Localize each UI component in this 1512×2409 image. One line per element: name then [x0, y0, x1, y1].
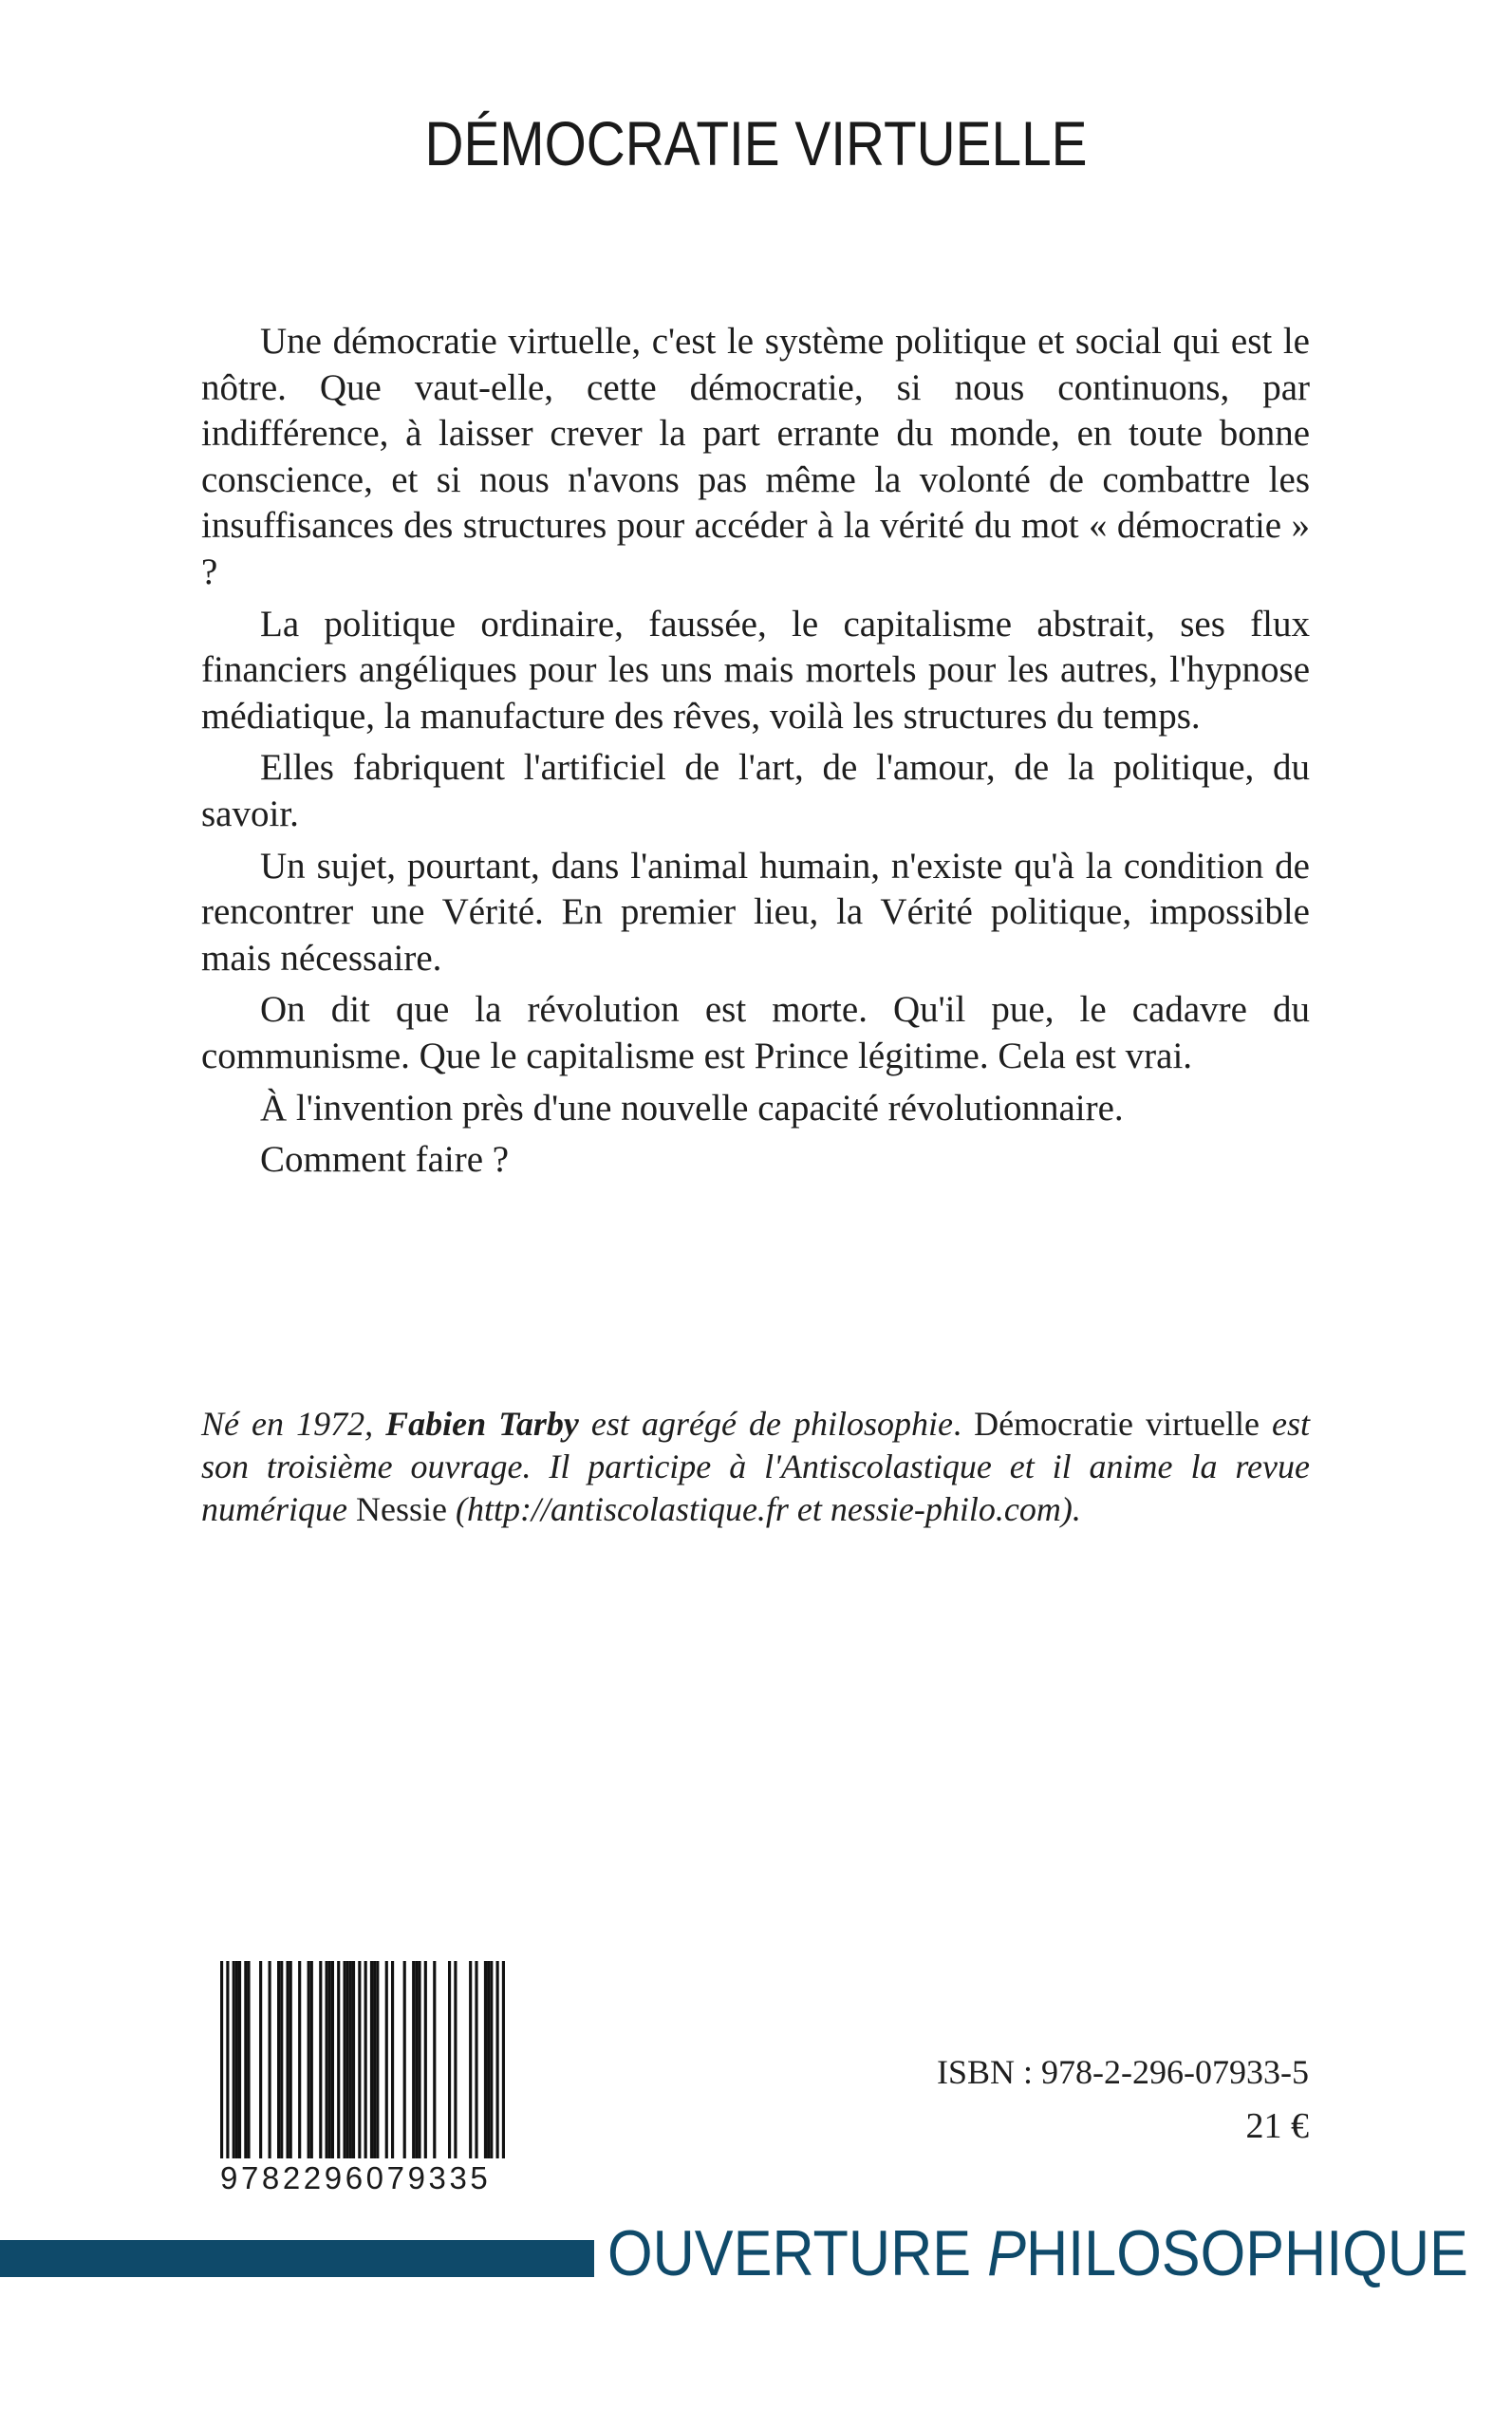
- barcode-number: 9782296079335: [220, 2160, 492, 2195]
- bio-journal: Nessie: [355, 1490, 447, 1528]
- back-cover-blurb: [201, 319, 1310, 1189]
- barcode-bar: [337, 1961, 340, 2158]
- blurb-paragraph: Comment faire ?: [260, 1139, 510, 1181]
- barcode-bar: [415, 1961, 418, 2158]
- barcode-bar: [247, 1961, 250, 2158]
- barcode-bar: [370, 1961, 373, 2158]
- book-title: DÉMOCRATIE VIRTUELLE: [424, 108, 1088, 178]
- barcode-bar: [328, 1961, 331, 2158]
- barcode-block: [220, 1961, 505, 2196]
- barcode-bar: [269, 1961, 271, 2158]
- barcode-bar: [280, 1961, 283, 2158]
- barcode-bar: [496, 1961, 499, 2158]
- series-part-2: P: [987, 2217, 1026, 2289]
- barcode-bar: [373, 1961, 376, 2158]
- barcode-bar: [487, 1961, 490, 2158]
- bio-degree: est agrégé de philosophie: [578, 1405, 954, 1443]
- barcode-bar: [469, 1961, 472, 2158]
- barcode-bar: [343, 1961, 345, 2158]
- barcode-bar: [259, 1961, 262, 2158]
- bio-work: est son troisième ouvrage. Il participe à l'Antiscolastique et il anime la revue numérique: [201, 1405, 1311, 1528]
- barcode-bar: [286, 1961, 289, 2158]
- blurb-paragraph: La politique ordinaire, faussée, le capitalisme abstrait, ses flux financiers angéliques pour les uns mais mortels pour les autres, l'hypnose médiatique, la manufacture des rêves, voilà les structures du temps.: [201, 603, 1310, 737]
- series-name: [607, 2217, 1468, 2289]
- bio-born: Né en 1972,: [201, 1405, 386, 1443]
- barcode-bar: [277, 1961, 280, 2158]
- price: 21 €: [1245, 2106, 1309, 2146]
- series-part-3: HILOSOPHIQUE: [1025, 2217, 1468, 2289]
- blurb-paragraph: À l'invention près d'une nouvelle capacité révolutionnaire.: [260, 1087, 1124, 1129]
- barcode-bar: [418, 1961, 420, 2158]
- author-bio: [201, 1403, 1310, 1531]
- bio-period: .: [953, 1405, 975, 1443]
- barcode-bar: [331, 1961, 334, 2158]
- barcode-bar: [233, 1961, 235, 2158]
- barcode-bar: [235, 1961, 238, 2158]
- barcode-bar: [298, 1961, 301, 2158]
- series-part-1: OUVERTURE: [607, 2217, 988, 2289]
- barcode-bar: [376, 1961, 379, 2158]
- barcode-bar: [326, 1961, 328, 2158]
- barcode-bar: [358, 1961, 361, 2158]
- barcode-bar: [412, 1961, 415, 2158]
- barcode-bar: [433, 1961, 436, 2158]
- barcode-bar: [289, 1961, 292, 2158]
- barcode-bar: [310, 1961, 313, 2158]
- blurb-paragraph: Une démocratie virtuelle, c'est le système politique et social qui est le nôtre. Que vaut-elle, cette démocratie, si nous continuons, par indifférence, à laisser crever la part errante du monde, en toute bonne conscience, et si nous n'avons pas même la volonté de combattre les insuffisances des structures pour accéder à la vérité du mot « démocratie » ?: [201, 321, 1310, 592]
- barcode-bar: [352, 1961, 355, 2158]
- bio-book-title: Démocratie virtuelle: [974, 1405, 1260, 1443]
- barcode-bar: [391, 1961, 394, 2158]
- barcode-image: [220, 1961, 505, 2158]
- bio-sites: (http://antiscolastique.fr et nessie-philo.com).: [446, 1490, 1081, 1528]
- barcode-bar: [403, 1961, 406, 2158]
- barcode-bar: [364, 1961, 367, 2158]
- barcode-bar: [319, 1961, 322, 2158]
- barcode-bar: [475, 1961, 477, 2158]
- barcode-bar: [454, 1961, 457, 2158]
- barcode-bar: [484, 1961, 487, 2158]
- barcode-bar: [244, 1961, 247, 2158]
- barcode-bar: [346, 1961, 349, 2158]
- barcode-bar: [349, 1961, 352, 2158]
- blurb-paragraph: On dit que la révolution est morte. Qu'il pue, le cadavre du communisme. Que le capitalisme est Prince légitime. Cela est vrai.: [201, 989, 1310, 1076]
- barcode-bar: [424, 1961, 427, 2158]
- barcode-bar: [490, 1961, 493, 2158]
- blurb-paragraph: Elles fabriquent l'artificiel de l'art, de l'amour, de la politique, du savoir.: [201, 747, 1310, 834]
- isbn: ISBN : 978-2-296-07933-5: [937, 2053, 1309, 2091]
- barcode-bar: [238, 1961, 241, 2158]
- blurb-paragraph: Un sujet, pourtant, dans l'animal humain, n'existe qu'à la condition de rencontrer une Vérité. En premier lieu, la Vérité politique, impossible mais nécessaire.: [201, 845, 1310, 979]
- barcode-bar: [220, 1961, 223, 2158]
- barcode-bar: [448, 1961, 451, 2158]
- barcode-bar: [502, 1961, 505, 2158]
- bio-author-name: Fabien Tarby: [385, 1405, 579, 1443]
- barcode-bar: [385, 1961, 388, 2158]
- barcode-bar: [226, 1961, 229, 2158]
- barcode-bar: [308, 1961, 310, 2158]
- series-color-bar: [0, 2240, 594, 2277]
